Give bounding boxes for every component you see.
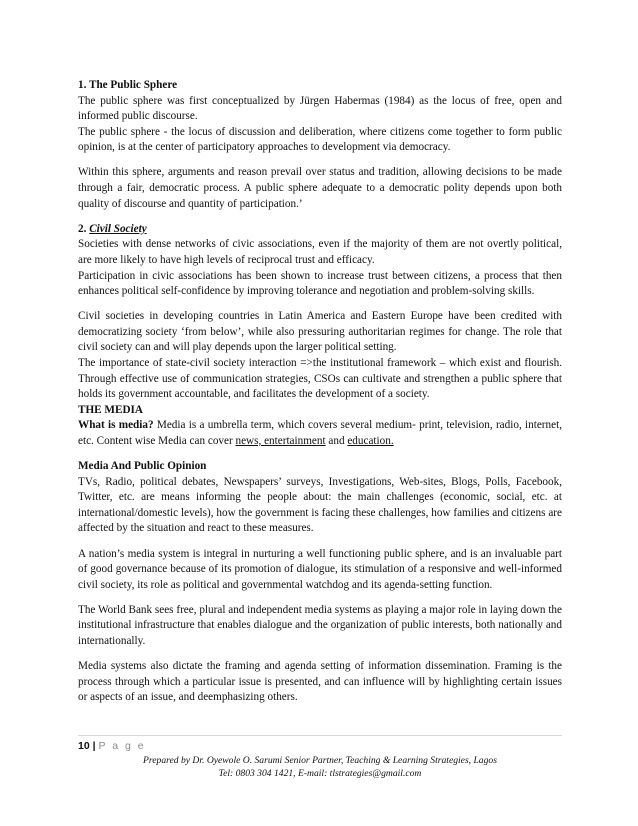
section-heading-public-sphere: 1. The Public Sphere xyxy=(78,79,178,91)
paragraph: Participation in civic associations has been shown to increase trust between citizens, a process that then enhances political self-confidence by improving tolerance and negotiation and problem-solving skills. xyxy=(78,269,562,298)
paragraph: A nation’s media system is integral in nurturing a well functioning public sphere, and is an invaluable part of good governance because of its promotion of dialogue, its stimulation of a responsive and well-informed civil society, its role as political and governmental watchdog and its agenda-setting function. xyxy=(78,547,562,591)
section-heading-media-opinion: Media And Public Opinion xyxy=(78,460,207,473)
paragraph: Within this sphere, arguments and reason prevail over status and tradition, allowing decisions to be made through a fair, democratic process. A public sphere adequate to a democratic polity depends upon both quality of discourse and quantity of participation.’ xyxy=(78,166,562,210)
paragraph: The public sphere was first conceptualized by Jürgen Habermas (1984) as the locus of free, open and informed public discourse. xyxy=(78,94,562,123)
what-is-media-text: Media is a umbrella term, which covers several medium- print, television, radio, internet, etc. Content wise Media can cover xyxy=(78,419,562,447)
footer-divider xyxy=(78,735,562,736)
paragraph: The public sphere - the locus of discussion and deliberation, where citizens come together to form public opinion, is at the center of participatory approaches to development via democracy. xyxy=(78,125,562,154)
page-number: 10 xyxy=(78,740,90,752)
section-heading-civil-society xyxy=(78,222,562,238)
what-is-media-paragraph xyxy=(78,418,562,449)
page-number-line xyxy=(78,738,562,754)
paragraph: TVs, Radio, political debates, Newspapers’ surveys, Investigations, Web-sites, Blogs, Polls, Facebook, Twitter, etc. are means informing the people about: the main challenges (economic, social, etc. at international/domestic levels), how the government is facing these challenges, how families and citizens are affected by the situation and react to these measures. xyxy=(78,475,562,535)
paragraph: The World Bank sees free, plural and independent media systems as playing a major role in laying down the institutional infrastructure that enables dialogue and the organization of public interests, both nationally and internationally. xyxy=(78,603,562,647)
news-entertainment-link[interactable]: news, entertainment xyxy=(235,434,326,447)
paragraph: Societies with dense networks of civic associations, even if the majority of them are not overtly political, are more likely to have high levels of reciprocal trust and efficacy. xyxy=(78,238,562,266)
paragraph: Media systems also dictate the framing and agenda setting of information dissemination. Framing is the process through which a particular issue is presented, and can influence will by highlighting certain issues or aspects of an issue, and deemphasizing others. xyxy=(78,660,562,704)
education-link[interactable]: education. xyxy=(347,434,394,447)
page-footer xyxy=(78,735,562,780)
page-separator: | xyxy=(92,740,96,752)
contact-line: Tel: 0803 304 1421, E-mail: tlstrategies@gmail.com xyxy=(218,768,422,779)
paragraph: Civil societies in developing countries in Latin America and Eastern Europe have been credited with democratizing society ‘from below’, while also pressuring authoritarian regimes for change. The role that civil society can and will play depends upon the larger political setting. xyxy=(78,310,562,354)
conjunction-text: and xyxy=(325,434,348,447)
section-heading-number: 2. xyxy=(78,222,90,235)
paragraph: The importance of state-civil society interaction =>the institutional framework – which exist and flourish. Through effective use of communication strategies, CSOs can cultivate and strengthen a public sphere that holds its government accountable, and facilitates the development of a society. xyxy=(78,357,562,401)
what-is-media-label: What is media? xyxy=(78,419,154,432)
document-body xyxy=(78,78,562,706)
page-word: P a g e xyxy=(98,740,146,752)
prepared-by-line: Prepared by Dr. Oyewole O. Sarumi Senior Partner, Teaching & Learning Strategies, Lagos xyxy=(143,755,497,766)
section-heading-the-media: THE MEDIA xyxy=(78,403,143,416)
section-heading-text: Civil Society xyxy=(89,222,147,235)
